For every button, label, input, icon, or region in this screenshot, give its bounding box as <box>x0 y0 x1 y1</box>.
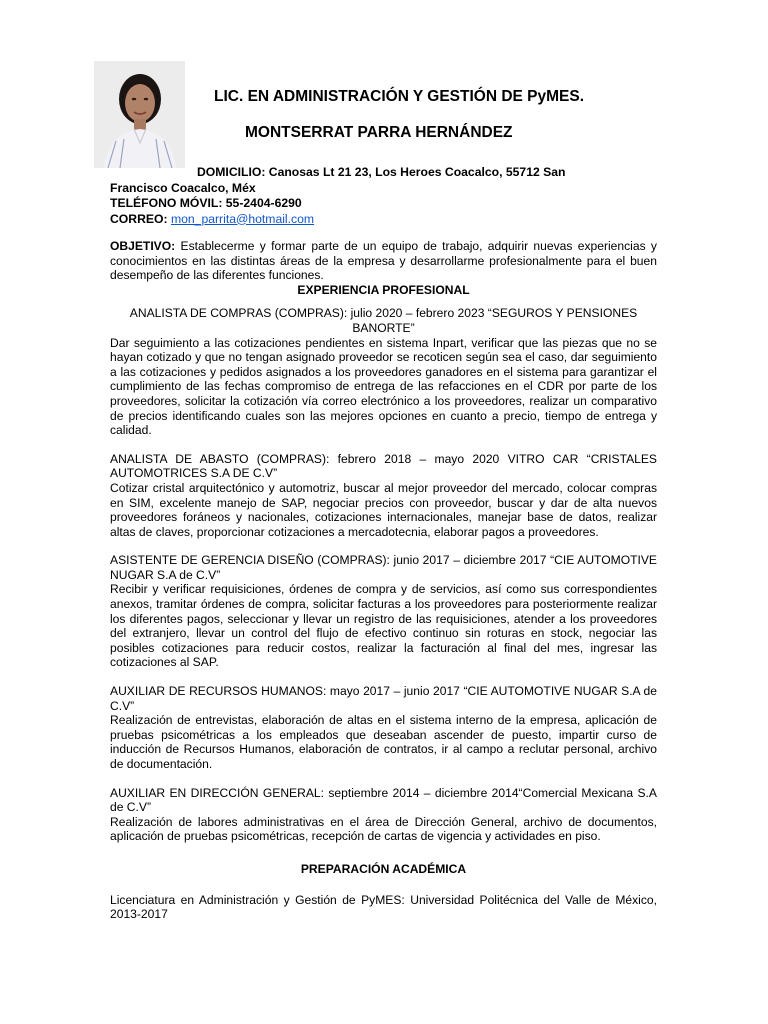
education-heading: PREPARACIÓN ACADÉMICA <box>300 861 467 876</box>
degree-title: LIC. EN ADMINISTRACIÓN Y GESTIÓN DE PyMES. <box>214 88 585 105</box>
job-entry <box>110 306 657 437</box>
job-title: AUXILIAR DE RECURSOS HUMANOS: mayo 2017 – junio 2017 “CIE AUTOMOTIVE NUGAR S.A de C.V” <box>110 684 657 713</box>
job-title: ANALISTA DE COMPRAS (COMPRAS): julio 2020 – febrero 2023 “SEGUROS Y PENSIONES BANORTE” <box>129 306 638 335</box>
address-line-1 <box>110 165 660 181</box>
job-entry <box>110 553 657 670</box>
objective-label: OBJETIVO: <box>110 239 176 253</box>
job-entry <box>110 684 657 772</box>
job-description: Realización de entrevistas, elaboración de altas en el sistema interno de la empresa, aplicación de pruebas psicométricas a los empleados que deseaban ascender de puesto, impartir curso de inducción de Recursos Humanos, elaboración de contratos, ir al campo a reclutar personal, archivo de documentación. <box>110 713 657 771</box>
phone-label: TELÉFONO MÓVIL: <box>110 196 223 210</box>
person-portrait-icon <box>94 61 185 168</box>
job-entry <box>110 786 657 844</box>
job-entry <box>110 452 657 540</box>
objective-paragraph <box>110 239 657 283</box>
profile-photo <box>94 61 185 168</box>
address-value-1: Canosas Lt 21 23, Los Heroes Coacalco, 55712 San <box>268 165 566 179</box>
email-label: CORREO: <box>110 211 168 226</box>
address-line-2: Francisco Coacalco, Méx <box>110 180 256 195</box>
email-link[interactable]: mon_parrita@hotmail.com <box>170 211 315 226</box>
objective-text: Establecerme y formar parte de un equipo de trabajo, adquirir nuevas experiencias y conocimientos en las distintas áreas de la empresa y desarrollarme profesionalmente para el buen desempeño de las diferentes funciones. <box>110 239 657 283</box>
address-label: DOMICILIO: <box>197 165 266 179</box>
experience-heading: EXPERIENCIA PROFESIONAL <box>297 282 470 297</box>
email-line <box>110 212 660 228</box>
resume-body <box>110 239 657 922</box>
job-description: Realización de labores administrativas en el área de Dirección General, archivo de documentos, aplicación de pruebas psicométricas, recepción de cartas de vigencia y actividades en piso. <box>110 814 657 844</box>
job-title: ASISTENTE DE GERENCIA DISEÑO (COMPRAS): junio 2017 – diciembre 2017 “CIE AUTOMOTIVE NUGAR S.A de C.V” <box>110 553 657 582</box>
job-description: Recibir y verificar requisiciones, órdenes de compra y de servicios, así como sus correspondientes anexos, tramitar órdenes de compra, solicitar facturas a los proveedores para posteriormente realizar los diferentes pagos, seleccionar y llevar un registro de las requisiciones, atender a los proveedores del extranjero, llevar un control del flujo de efectivo continuo sin roturas en stock, negociar las posibles cotizaciones para reducir costos, realizar la facturación al final del mes, ingresar las cotizaciones al SAP. <box>110 582 657 670</box>
job-title: ANALISTA DE ABASTO (COMPRAS): febrero 2018 – mayo 2020 VITRO CAR “CRISTALES AUTOMOTRICES S.A DE C.V” <box>110 451 657 481</box>
candidate-name: MONTSERRAT PARRA HERNÁNDEZ <box>245 124 513 141</box>
job-description: Dar seguimiento a las cotizaciones pendientes en sistema Inpart, verificar que las piezas que no se hayan cotizado y que no tengan asignado proveedor se recoticen según sea el caso, dar seguimiento a las cotizaciones y pedidos asignados a los proveedores ganadores en el sistema para garantizar el cumplimiento de las fechas compromiso de entrega de las refacciones en el CDR por parte de los proveedores, solicitar la cotización vía correo electrónico a los proveedores, realizar un comparativo de precios identificando cuales son las mejores opciones en cuanto a precio, tiempo de entrega y calidad. <box>110 335 657 438</box>
job-title: AUXILIAR EN DIRECCIÓN GENERAL: septiembre 2014 – diciembre 2014“Comercial Mexicana S.A de C.V” <box>110 785 657 815</box>
job-description: Cotizar cristal arquitectónico y automotriz, buscar al mejor proveedor del mercado, colocar compras en SIM, excelente manejo de SAP, negociar precios con proveedor, buscar y dar de alta nuevos proveedores foráneos y nacionales, cotizaciones internacionales, manejar base de datos, realizar altas de claves, proporcionar cotizaciones a mercadotecnia, elaborar pagos a proveedores. <box>110 480 657 539</box>
contact-block <box>110 165 660 227</box>
education-text: Licenciatura en Administración y Gestión de PyMES: Universidad Politécnica del Valle de México, 2013-2017 <box>110 892 657 922</box>
phone-line <box>110 196 660 212</box>
phone-value: 55-2404-6290 <box>225 196 302 210</box>
